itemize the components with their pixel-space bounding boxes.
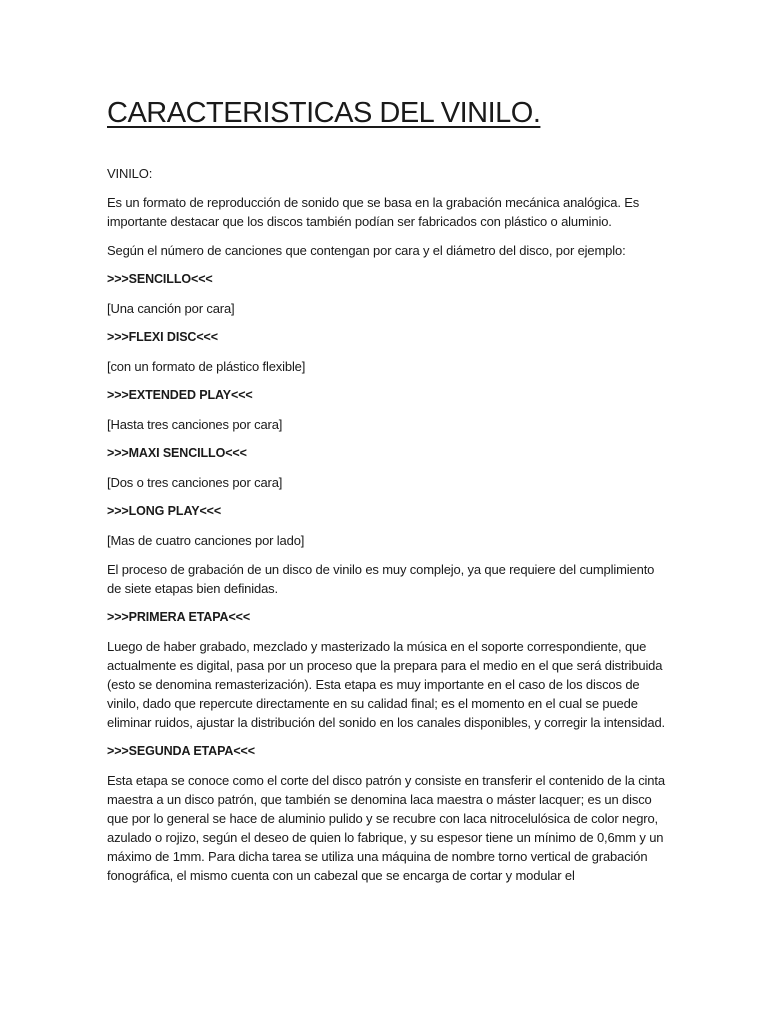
- heading-segunda-etapa: >>>SEGUNDA ETAPA<<<: [107, 744, 255, 758]
- document-page: [107, 96, 667, 895]
- desc-long-play: [Mas de cuatro canciones por lado]: [107, 533, 305, 548]
- intro-paragraph: Es un formato de reproducción de sonido que se basa en la grabación mecánica analógica. Es importante destacar que los discos también podían ser fabricados con plástico o aluminio.: [107, 195, 640, 229]
- section-label-vinilo: VINILO:: [107, 166, 153, 181]
- desc-sencillo: [Una canción por cara]: [107, 301, 235, 316]
- heading-primera-etapa: >>>PRIMERA ETAPA<<<: [107, 610, 251, 624]
- desc-extended-play: [Hasta tres canciones por cara]: [107, 417, 283, 432]
- process-paragraph: El proceso de grabación de un disco de vinilo es muy complejo, ya que requiere del cumplimiento de siete etapas bien definidas.: [107, 562, 655, 596]
- heading-maxi-sencillo: >>>MAXI SENCILLO<<<: [107, 446, 247, 460]
- heading-long-play: >>>LONG PLAY<<<: [107, 504, 222, 518]
- heading-sencillo: >>>SENCILLO<<<: [107, 272, 213, 286]
- segunda-etapa-paragraph: Esta etapa se conoce como el corte del disco patrón y consiste en transferir el contenido de la cinta maestra a un disco patrón, que también se denomina laca maestra o máster lacquer; es un disco que por lo general se hace de aluminio pulido y se recubre con laca nitrocelulósica de color negro, azulado o rojizo, según el deseo de quien lo fabrique, y su espesor tiene un mínimo de 0,6mm y un máximo de 1mm. Para dicha tarea se utiliza una máquina de nombre torno vertical de grabación fonográfica, el mismo cuenta con un cabezal que se encarga de cortar y modular el: [107, 773, 665, 883]
- desc-maxi-sencillo: [Dos o tres canciones por cara]: [107, 475, 283, 490]
- heading-extended-play: >>>EXTENDED PLAY<<<: [107, 388, 253, 402]
- heading-flexi-disc: >>>FLEXI DISC<<<: [107, 330, 218, 344]
- classification-paragraph: Según el número de canciones que contengan por cara y el diámetro del disco, por ejemplo:: [107, 243, 626, 258]
- document-title: CARACTERISTICAS DEL VINILO.: [107, 97, 541, 129]
- desc-flexi-disc: [con un formato de plástico flexible]: [107, 359, 306, 374]
- primera-etapa-paragraph: Luego de haber grabado, mezclado y masterizado la música en el soporte correspondiente, que actualmente es digital, pasa por un proceso que la prepara para el medio en el que será distribuida (esto se denomina remasterización). Esta etapa es muy importante en el caso de los discos de vinilo, dado que repercute directamente en su calidad final; es el momento en el cual se puede eliminar ruidos, ajustar la distribución del sonido en los canales disponibles, y corregir la intensidad.: [107, 639, 666, 730]
